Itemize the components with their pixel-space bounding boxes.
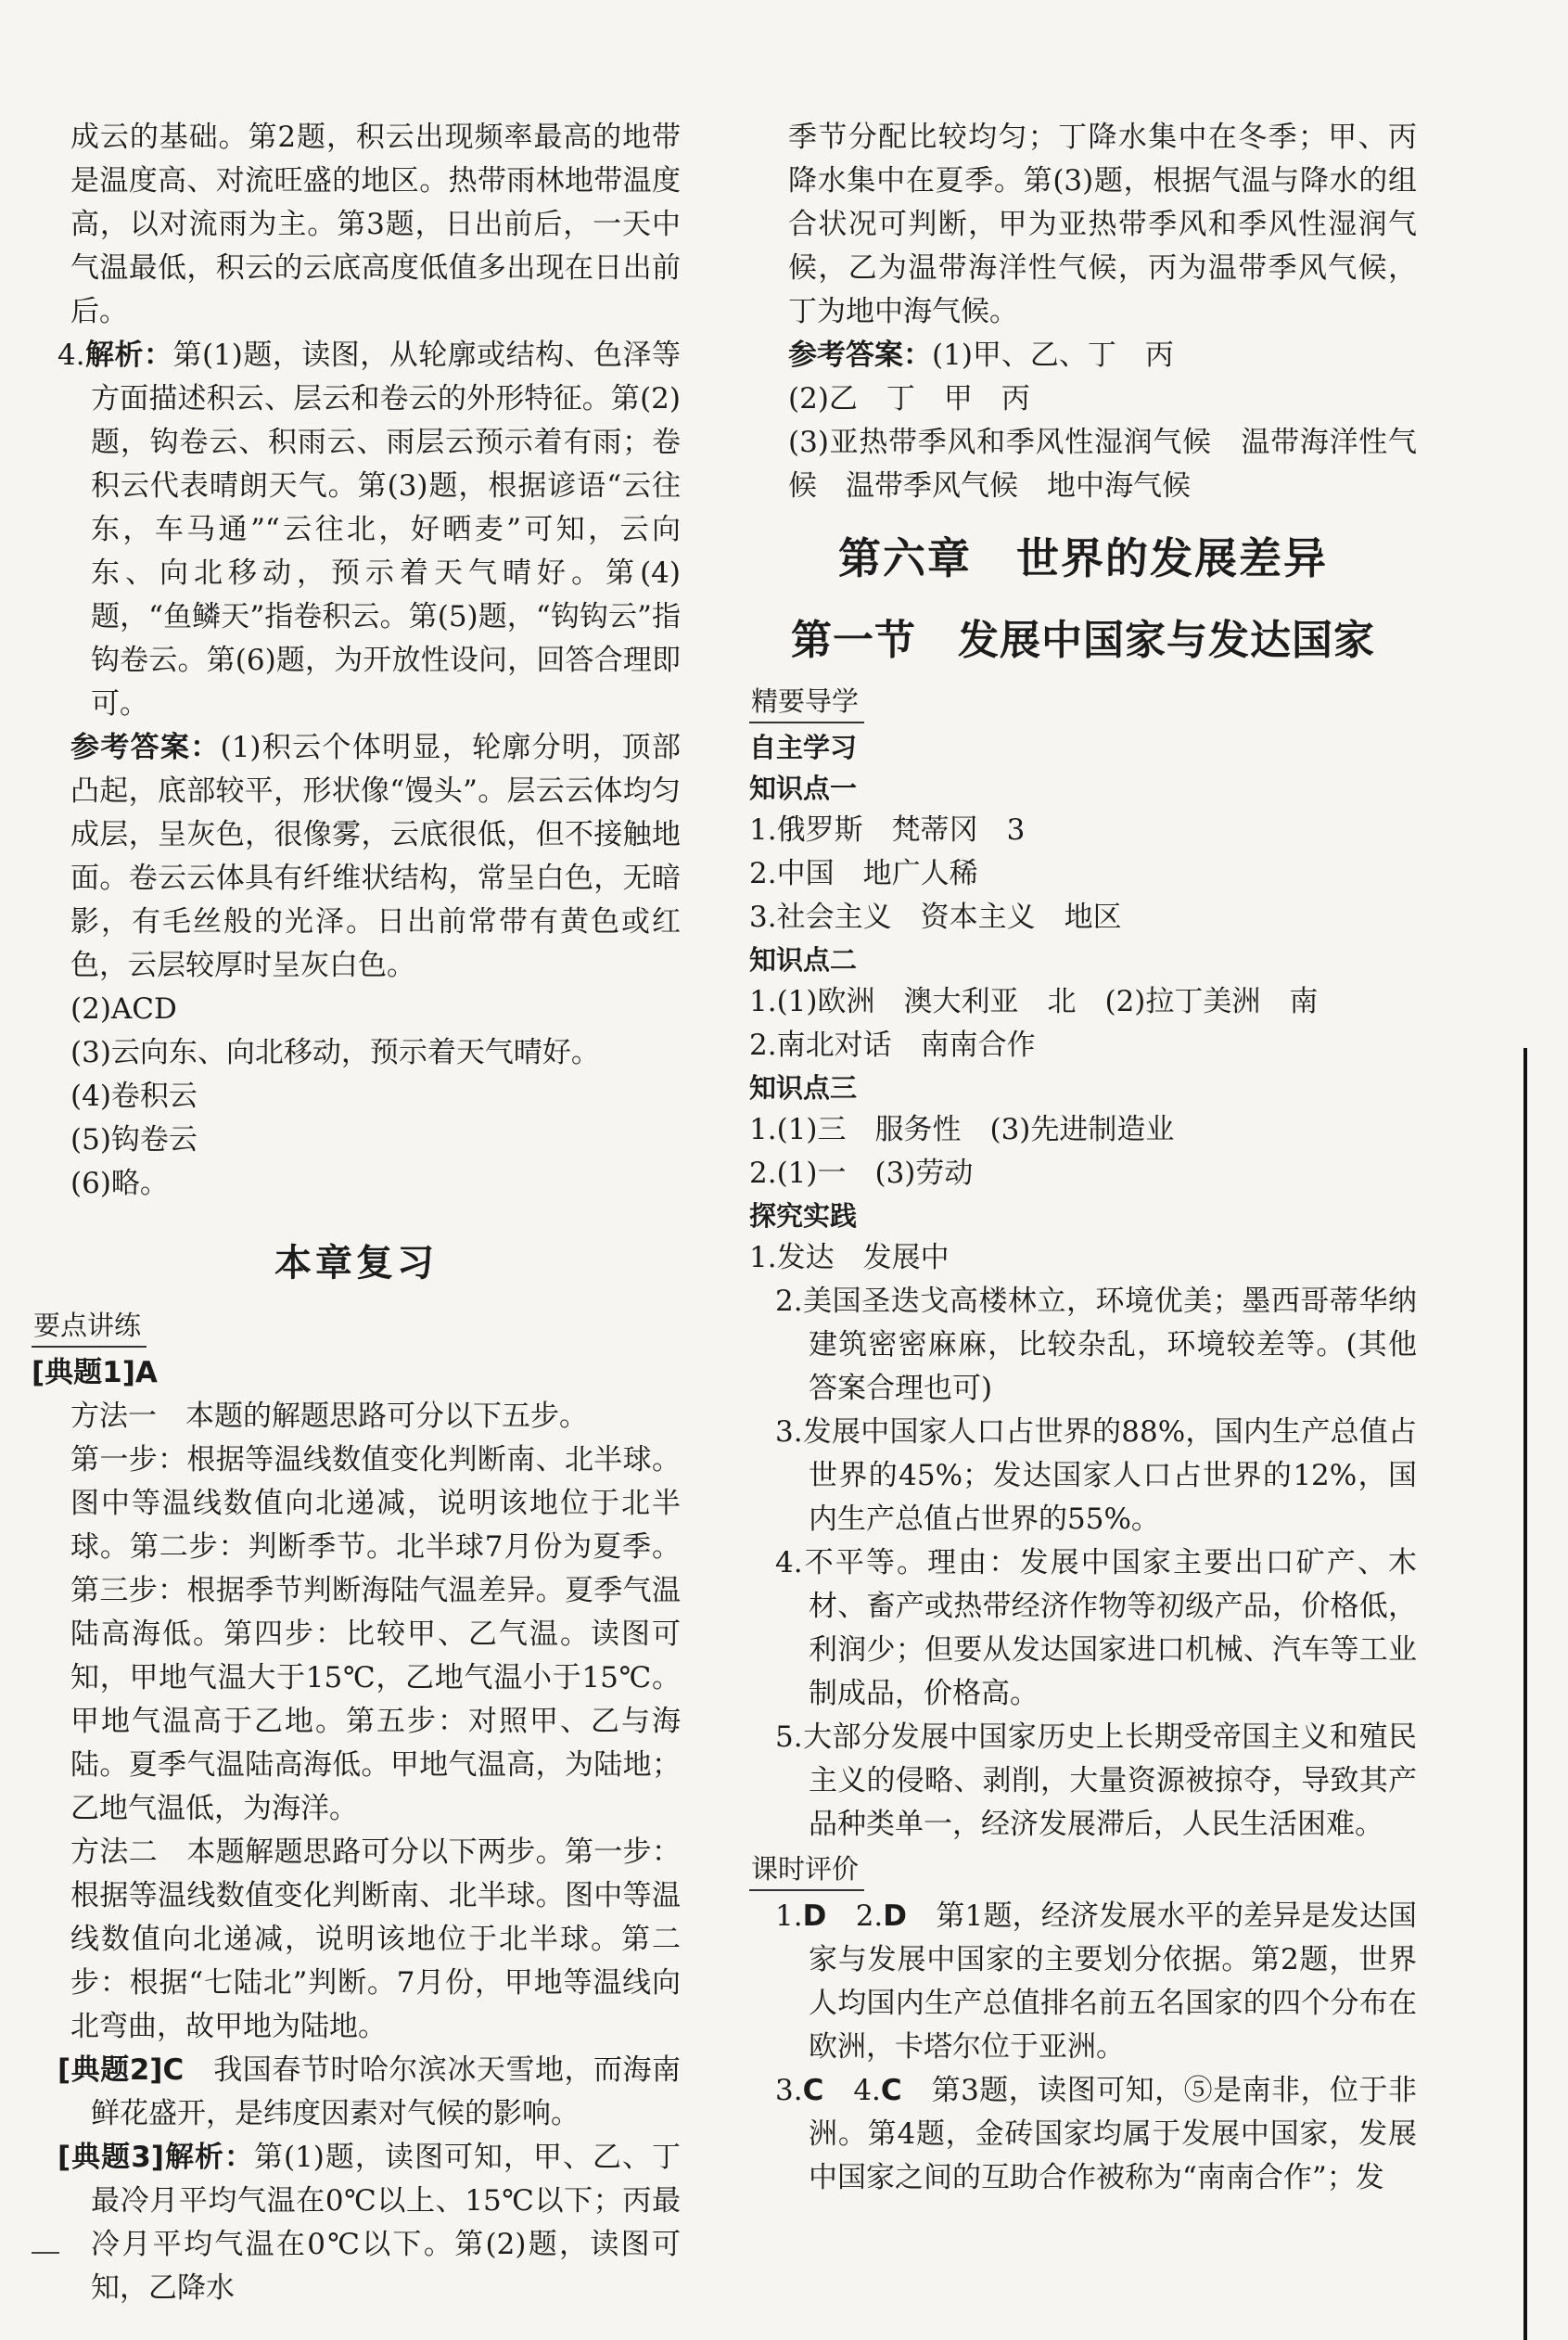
eval-1-answer: D — [802, 1899, 827, 1933]
explore-item-5: 5.大部分发展中国家历史上长期受帝国主义和殖民主义的侵略、剥削，大量资源被掠夺，导致其产品种类单一，经济发展滞后，人民生活困难。 — [775, 1720, 1417, 1841]
explore-item-2: 2.美国圣迭戈高楼林立，环境优美；墨西哥蒂华纳建筑密密麻麻，比较杂乱，环境较差等。(其他答案合理也可) — [775, 1285, 1417, 1405]
k1-item-2: 2.中国 地广人稀 — [749, 857, 978, 890]
knowledge-point-1: 知识点一 — [749, 773, 858, 804]
example-2-text: 我国春节时哈尔滨冰天雪地，而海南鲜花盛开，是纬度因素对气候的影响。 — [91, 2053, 682, 2130]
eval-2-answer: D — [883, 1899, 907, 1933]
answer-5: (5)钩卷云 — [70, 1123, 198, 1157]
answer-label-right: 参考答案： — [788, 339, 932, 372]
answer-2: (2)ACD — [70, 992, 177, 1026]
example-1-label: [典题1] — [32, 1356, 135, 1389]
eval-3-answer: C — [802, 2074, 824, 2107]
example-1-answer: A — [134, 1356, 158, 1389]
footer-rule — [32, 2252, 59, 2254]
self-study-heading: 自主学习 — [749, 732, 858, 763]
eval-2-number: 2. — [855, 1899, 884, 1933]
q4-number: 4. — [57, 339, 85, 372]
example-3-label: [典题3] — [57, 2141, 164, 2174]
example-2-label: [典题2] — [57, 2053, 163, 2087]
example-3-analysis-label: 解析： — [163, 2141, 254, 2174]
explore-item-1: 1.发达 发展中 — [749, 1241, 950, 1274]
chapter-review-title: 本章复习 — [274, 1242, 438, 1285]
reference-answer-1 — [32, 726, 681, 988]
answer-2-right: (2)乙 丁 甲 丙 — [788, 382, 1030, 416]
answer-label: 参考答案： — [70, 731, 221, 764]
evaluation-3-4 — [749, 2069, 1417, 2200]
page-edge-shadow — [1523, 1048, 1527, 2340]
k1-item-1: 1.俄罗斯 梵蒂冈 3 — [749, 813, 1026, 847]
explore-practice-heading: 探究实践 — [749, 1200, 858, 1232]
answer-1-right: (1)甲、乙、丁 丙 — [932, 339, 1174, 372]
chapter-title: 第六章 世界的发展差异 — [838, 533, 1328, 583]
answer-3: (3)云向东、向北移动，预示着天气晴好。 — [70, 1036, 600, 1069]
eval-3-4-text: 第3题，读图可知，⑤是南非，位于非洲。第4题，金砖国家均属于发展中国家，发展中国家之间的互助合作被称为“南南合作”；发 — [809, 2074, 1418, 2194]
k1-item-3: 3.社会主义 资本主义 地区 — [749, 901, 1122, 934]
explore-item-3: 3.发展中国家人口占世界的88%，国内生产总值占世界的45%；发达国家人口占世界的12%，国内生产总值占世界的55%。 — [775, 1415, 1417, 1536]
question-4-analysis — [32, 334, 681, 726]
answer-text: (1)积云个体明显，轮廓分明，顶部凸起，底部较平，形状像“馒头”。层云云体均匀成层，呈灰色，很像雾，云底很低，但不接触地面。卷云云体具有纤维状结构，常呈白色，无暗影，有毛丝般的光泽。日出前常带有黄色或红色，云层较厚时呈灰白色。 — [70, 731, 681, 982]
example-2 — [32, 2049, 681, 2136]
eval-1-2-text: 第1题，经济发展水平的差异是发达国家与发展中国家的主要划分依据。第2题，世界人均国内生产总值排名前五名国家的四个分布在欧洲，卡塔尔位于亚洲。 — [809, 1899, 1418, 2064]
tag-key-points: 要点讲练 — [32, 1307, 147, 1348]
paragraph-continued-right: 季节分配比较均匀；丁降水集中在冬季；甲、丙降水集中在夏季。第(3)题，根据气温与降水的组合状况可判断，甲为亚热带季风和季风性湿润气候，乙为温带海洋性气候，丙为温带季风气候，丁为地中海气候。 — [788, 121, 1417, 328]
knowledge-point-3: 知识点三 — [749, 1072, 858, 1104]
answer-4: (4)卷积云 — [70, 1080, 198, 1113]
tag-class-evaluation: 课时评价 — [749, 1850, 864, 1891]
example-1-header — [32, 1351, 681, 1395]
right-column — [749, 116, 1417, 2200]
reference-answer-right — [749, 334, 1417, 377]
example-3-text: 第(1)题，读图可知，甲、乙、丁最冷月平均气温在0℃以上、15℃以下；丙最冷月平均气温在0℃以下。第(2)题，读图可知，乙降水 — [91, 2141, 682, 2305]
q4-text: 第(1)题，读图，从轮廓或结构、色泽等方面描述积云、层云和卷云的外形特征。第(2)题，钩卷云、积雨云、雨层云预示着有雨；卷积云代表晴朗天气。第(3)题，根据谚语“云往东，车马通”“云往北，好晒麦”可知，云向东、向北移动，预示着天气晴好。第(4)题，“鱼鳞天”指卷积云。第(5)题，“钩钩云”指钩卷云。第(6)题，为开放性设问，回答合理即可。 — [91, 339, 681, 721]
q4-label: 解析： — [84, 339, 173, 372]
eval-4-answer: C — [880, 2074, 902, 2107]
k2-item-2: 2.南北对话 南南合作 — [749, 1029, 1036, 1062]
section-title: 第一节 发展中国家与发达国家 — [791, 617, 1375, 664]
example-3 — [32, 2136, 681, 2310]
evaluation-1-2 — [749, 1895, 1417, 2069]
knowledge-point-2: 知识点二 — [749, 944, 858, 976]
explore-item-4: 4.不平等。理由：发展中国家主要出口矿产、木材、畜产或热带经济作物等初级产品，价格低，利润少；但要从发达国家进口机械、汽车等工业制成品，价格高。 — [775, 1546, 1417, 1710]
answer-3-right: (3)亚热带季风和季风性湿润气候 温带海洋性气候 温带季风气候 地中海气候 — [788, 426, 1417, 503]
paragraph-continued: 成云的基础。第2题，积云出现频率最高的地带是温度高、对流旺盛的地区。热带雨林地带温度高，以对流雨为主。第3题，日出前后，一天中气温最低，积云的云底高度低值多出现在日出前后。 — [70, 121, 681, 328]
method-1-body: 第一步：根据等温线数值变化判断南、北半球。图中等温线数值向北递减，说明该地位于北半球。第二步：判断季节。北半球7月份为夏季。第三步：根据季节判断海陆气温差异。夏季气温陆高海低。第四步：比较甲、乙气温。读图可知，甲地气温大于15℃，乙地气温小于15℃。甲地气温高于乙地。第五步：对照甲、乙与海陆。夏季气温陆高海低。甲地气温高，为陆地；乙地气温低，为海洋。 — [70, 1443, 681, 1825]
eval-1-number: 1. — [775, 1899, 803, 1933]
answer-6: (6)略。 — [70, 1167, 169, 1200]
left-column — [32, 116, 681, 2310]
k3-item-1: 1.(1)三 服务性 (3)先进制造业 — [749, 1113, 1175, 1146]
tag-guide: 精要导学 — [749, 683, 864, 723]
example-2-answer: C — [162, 2053, 185, 2087]
method-2: 方法二 本题解题思路可分以下两步。第一步：根据等温线数值变化判断南、北半球。图中等温线数值向北递减，说明该地位于北半球。第二步：根据“七陆北”判断。7月份，甲地等温线向北弯曲，故甲地为陆地。 — [70, 1835, 681, 2043]
k2-item-1: 1.(1)欧洲 澳大利亚 北 (2)拉丁美洲 南 — [749, 985, 1319, 1018]
eval-4-number: 4. — [853, 2074, 881, 2107]
eval-3-number: 3. — [775, 2074, 803, 2107]
method-1-intro: 方法一 本题的解题思路可分以下五步。 — [70, 1400, 588, 1433]
k3-item-2: 2.(1)一 (3)劳动 — [749, 1157, 974, 1190]
